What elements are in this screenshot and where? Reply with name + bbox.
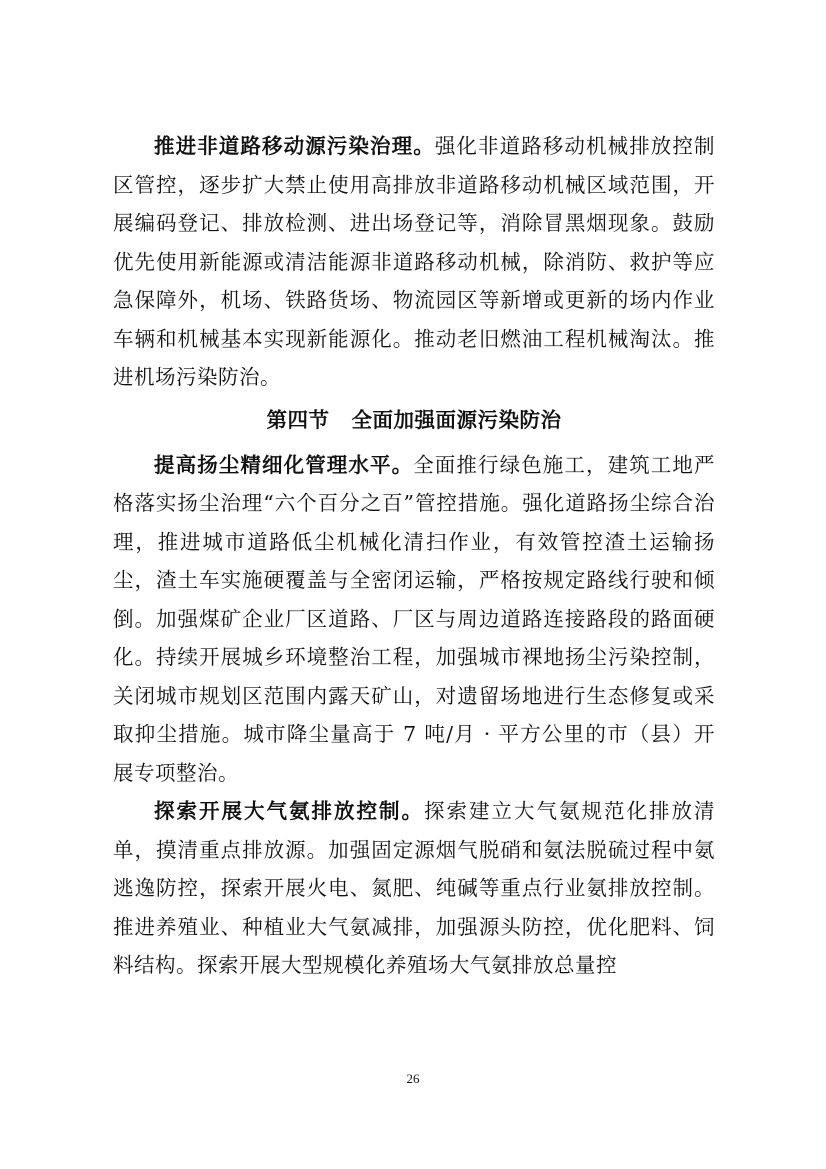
section-heading xyxy=(113,400,715,440)
document-body xyxy=(113,127,715,985)
paragraph-ammonia-control xyxy=(113,792,715,985)
paragraph-text: 强化非道路移动机械排放控制区管控，逐步扩大禁止使用高排放非道路移动机械区域范围，开展编码登记、排放检测、进出场登记等，消除冒黑烟现象。鼓励优先使用新能源或清洁能源非道路移动机械，除消防、救护等应急保障外，机场、铁路货场、物流园区等新增或更新的场内作业车辆和机械基本实现新能源化。推动老旧燃油工程机械淘汰。推进机场污染防治。 xyxy=(113,134,716,389)
paragraph-dust-management xyxy=(113,446,715,793)
section-number: 第四节 xyxy=(266,407,330,432)
paragraph-text: 探索建立大气氨规范化排放清单，摸清重点排放源。加强固定源烟气脱硝和氨法脱硫过程中氨逃逸防控，探索开展火电、氮肥、纯碱等重点行业氨排放控制。推进养殖业、种植业大气氨减排，加强源头防控，优化肥料、饲料结构。探索开展大型规模化养殖场大气氨排放总量控 xyxy=(113,799,715,977)
paragraph-lead: 探索开展大气氨排放控制。 xyxy=(154,799,424,823)
paragraph-text: 全面推行绿色施工，建筑工地严格落实扬尘治理“六个百分之百”管控措施。强化道路扬尘综合治理，推进城市道路低尘机械化清扫作业，有效管控渣土运输扬尘，渣土车实施硬覆盖与全密闭运输，严格按规定路线行驶和倾倒。加强煤矿企业厂区道路、厂区与周边道路连接路段的路面硬化。持续开展城乡环境整治工程，加强城市裸地扬尘污染控制，关闭城市规划区范围内露天矿山，对遗留场地进行生态修复或采取抑尘措施。城市降尘量高于 7 吨/月 · 平方公里的市（县）开展专项整治。 xyxy=(113,452,716,785)
section-title: 全面加强面源污染防治 xyxy=(351,407,562,432)
page-number: 26 xyxy=(406,1071,420,1086)
paragraph-lead: 提高扬尘精细化管理水平。 xyxy=(154,452,414,477)
paragraph-nonroad-mobile-sources xyxy=(113,127,715,397)
paragraph-lead: 推进非道路移动源污染治理。 xyxy=(154,134,435,158)
